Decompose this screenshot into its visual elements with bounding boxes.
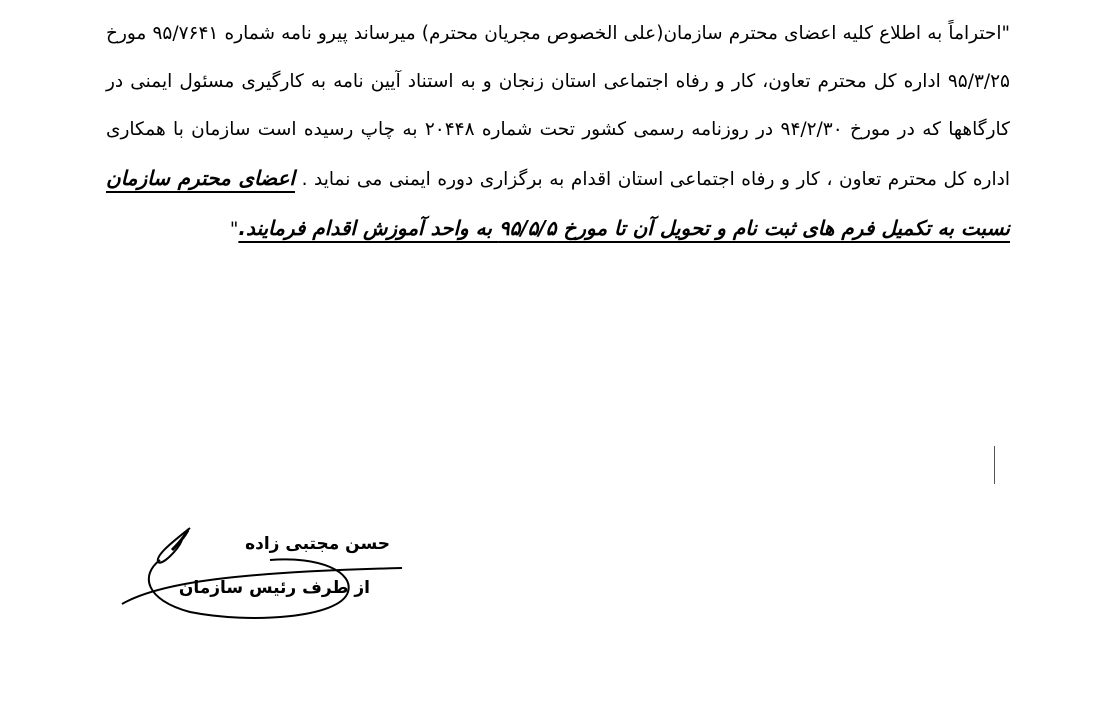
letter-paragraph <box>106 10 1010 254</box>
signature-block <box>120 520 410 630</box>
text-cursor-mark <box>994 446 995 484</box>
letter-paragraph-text: "احتراماً به اطلاع کلیه اعضای محترم سازمان(علی الخصوص مجریان محترم) میرساند پیرو نامه شماره ۹۵/۷۶۴۱ مورخ ۹۵/۳/۲۵ اداره کل محترم تعاون، کار و رفاه اجتماعی استان زنجان و به استناد آیین نامه به کارگیری مسئول ایمنی در کارگاهها که در مورخ ۹۴/۲/۳۰ در روزنامه رسمی کشور تحت شماره ۲۰۴۴۸ به چاپ رسیده است سازمان با همکاری اداره کل محترم تعاون ، کار و رفاه اجتماعی استان اقدام به برگزاری دوره ایمنی می نماید . <box>106 23 1010 190</box>
closing-quote: " <box>229 219 239 240</box>
signatory-name: حسن مجتبی زاده <box>245 534 390 554</box>
signatory-title: از طرف رئیس سازمان <box>178 578 370 598</box>
letter-emphasis-text: اعضای محترم سازمان نسبت به تکمیل فرم های ثبت نام و تحویل آن تا مورخ ۹۵/۵/۵ به واحد آموزش اقدام فرمایند. <box>106 166 1010 240</box>
